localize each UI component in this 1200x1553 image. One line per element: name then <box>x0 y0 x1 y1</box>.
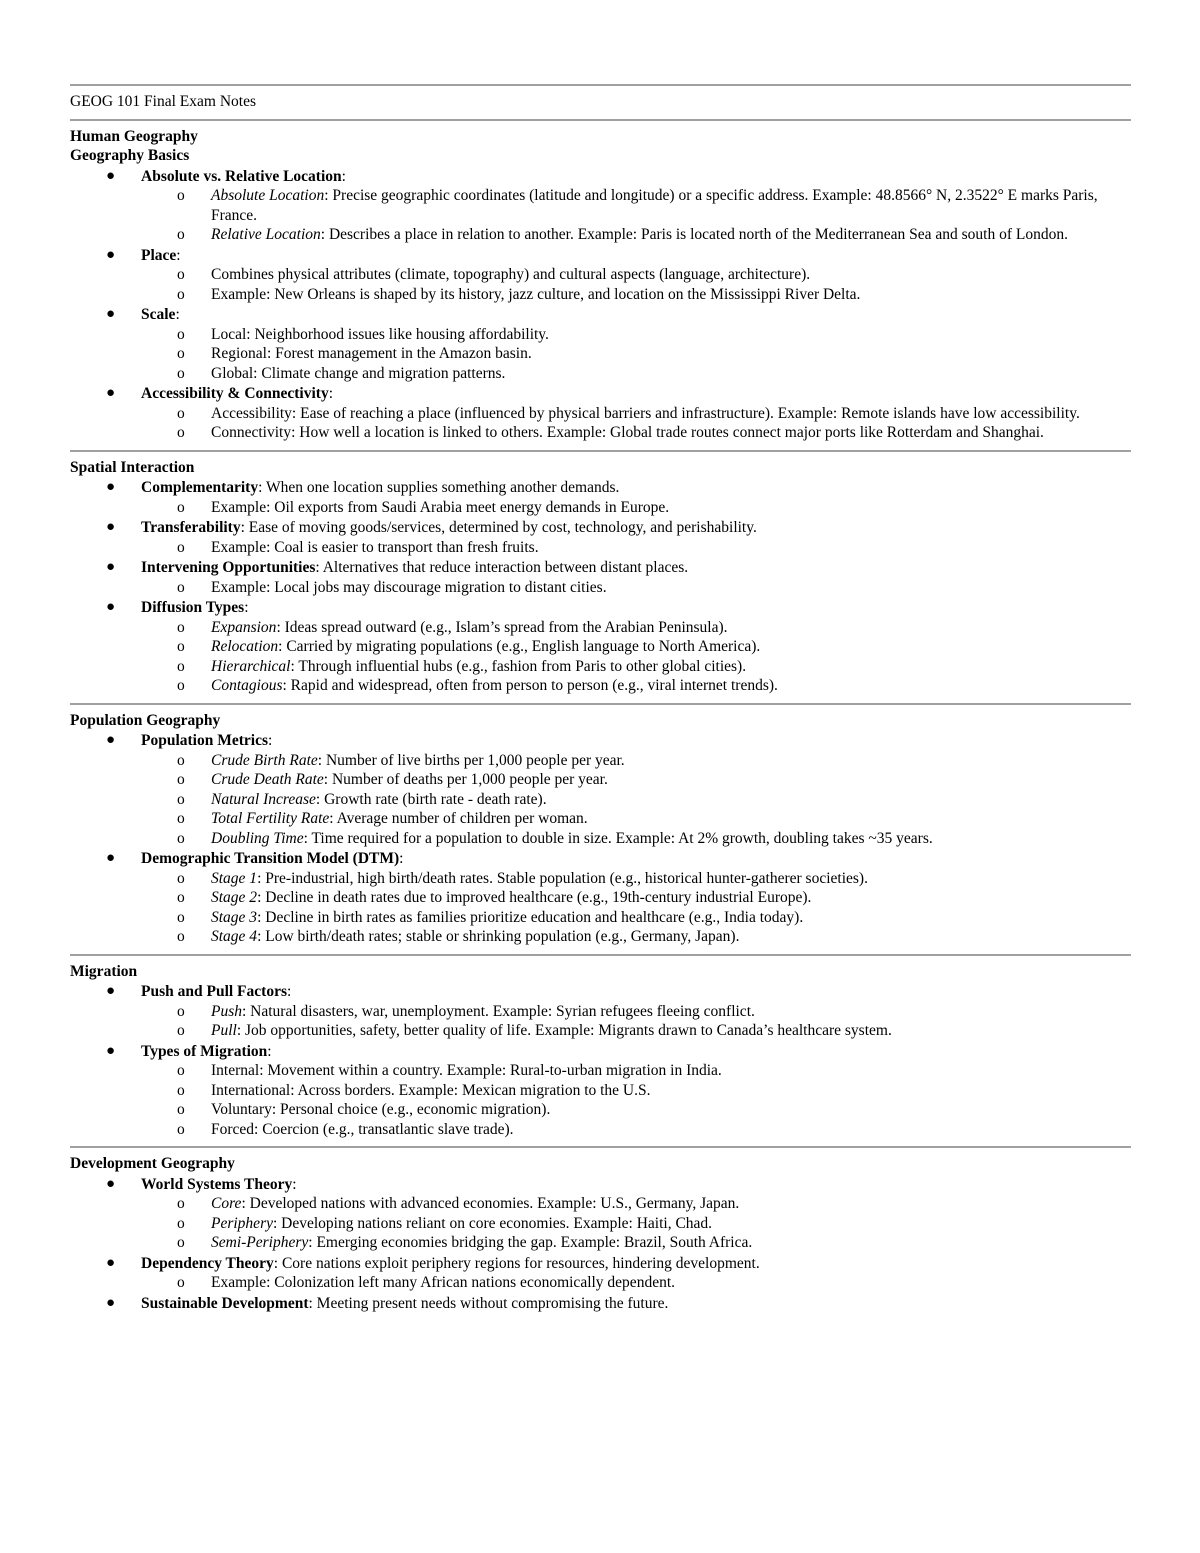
list-item <box>70 1042 1131 1140</box>
hollow-bullet-icon: o <box>177 1120 185 1138</box>
item-term: World Systems Theory <box>141 1175 293 1193</box>
sub-item-text: : Rapid and widespread, often from person to person (e.g., viral internet trends). <box>282 677 778 694</box>
list-item <box>70 518 1131 557</box>
sub-item-text: Combines physical attributes (climate, topography) and cultural aspects (language, architecture). <box>211 266 811 283</box>
sub-item-text: Regional: Forest management in the Amazon basin. <box>211 345 532 362</box>
list-item <box>70 246 1131 305</box>
bullet-icon: ● <box>106 519 116 535</box>
sub-item-term: Relocation <box>211 638 279 655</box>
sub-item-text: Example: Coal is easier to transport than fresh fruits. <box>211 538 539 556</box>
hollow-bullet-icon: o <box>177 578 185 596</box>
sub-list-item <box>141 676 1131 696</box>
list-item <box>70 1175 1131 1253</box>
bullet-list <box>70 167 1131 443</box>
item-description: : Ease of moving goods/services, determined by cost, technology, and perishability. <box>240 519 757 536</box>
section <box>70 1154 1131 1320</box>
sub-item-text: : Number of deaths per 1,000 people per year. <box>323 771 608 788</box>
sub-item-text: : Low birth/death rates; stable or shrinking population (e.g., Germany, Japan). <box>257 928 740 945</box>
bullet-icon: ● <box>106 850 116 866</box>
bullet-icon: ● <box>106 306 116 322</box>
item-term: Diffusion Types <box>141 599 245 616</box>
sub-list-item <box>141 186 1131 225</box>
section-heading: Population Geography <box>70 711 221 729</box>
sub-list-item <box>141 1002 1131 1022</box>
hollow-bullet-icon: o <box>177 1062 185 1079</box>
section-divider <box>70 1146 1131 1148</box>
section <box>70 962 1131 1147</box>
hollow-bullet-icon: o <box>177 266 185 283</box>
item-term: Push and Pull Factors <box>141 983 287 1000</box>
sub-list <box>141 1002 1131 1041</box>
section <box>70 711 1131 954</box>
hollow-bullet-icon: o <box>177 1002 185 1020</box>
hollow-bullet-icon: o <box>177 908 185 926</box>
divider <box>70 84 1131 86</box>
sub-list-item <box>141 869 1131 889</box>
hollow-bullet-icon: o <box>177 771 185 788</box>
sub-list <box>141 265 1131 304</box>
sub-list-item <box>141 498 1131 518</box>
bullet-icon: ● <box>106 1294 116 1311</box>
bullet-icon: ● <box>106 1175 116 1192</box>
item-description: : <box>175 306 180 323</box>
sections-container <box>70 119 1131 1321</box>
sub-item-text: : Average number of children per woman. <box>329 810 588 827</box>
sub-item-text: : Emerging economies bridging the gap. Example: Brazil, South Africa. <box>308 1234 753 1251</box>
sub-list <box>141 1061 1131 1139</box>
sub-list <box>141 538 1131 558</box>
item-description: : Alternatives that reduce interaction between distant places. <box>315 559 689 576</box>
sub-item-term: Expansion <box>211 618 277 636</box>
hollow-bullet-icon: o <box>177 677 185 694</box>
item-description: : <box>341 167 346 185</box>
item-description: : <box>268 732 273 749</box>
section-heading: Development Geography <box>70 1155 235 1172</box>
hollow-bullet-icon: o <box>177 498 185 516</box>
sub-item-text: : Time required for a population to double in size. Example: At 2% growth, doubling takes ~35 years. <box>303 829 933 847</box>
sub-item-term: Natural Increase <box>211 790 316 808</box>
sub-item-text: Example: Oil exports from Saudi Arabia meet energy demands in Europe. <box>211 498 670 516</box>
hollow-bullet-icon: o <box>177 1101 185 1118</box>
sub-list-item <box>141 1120 1131 1140</box>
item-term: Dependency Theory <box>141 1254 274 1272</box>
sub-list <box>141 618 1131 696</box>
item-description: : <box>399 850 404 867</box>
hollow-bullet-icon: o <box>177 226 185 243</box>
bullet-list <box>70 478 1131 696</box>
bullet-icon: ● <box>106 246 116 263</box>
list-item <box>70 982 1131 1041</box>
sub-list-item <box>141 888 1131 908</box>
sub-list-item <box>141 809 1131 829</box>
bullet-icon: ● <box>106 385 116 401</box>
list-item <box>70 305 1131 383</box>
sub-item-term: Crude Birth Rate <box>211 751 318 769</box>
sub-item-text: Voluntary: Personal choice (e.g., economic migration). <box>211 1101 551 1118</box>
item-term: Types of Migration <box>141 1042 268 1060</box>
sub-list <box>141 1273 1131 1293</box>
sub-list-item <box>141 790 1131 810</box>
sub-list-item <box>141 657 1131 677</box>
hollow-bullet-icon: o <box>177 928 185 945</box>
section-heading: Migration <box>70 962 138 980</box>
item-term: Place <box>141 246 177 264</box>
sub-list-item <box>141 423 1131 443</box>
sub-list-item <box>141 325 1131 345</box>
hollow-bullet-icon: o <box>177 325 185 343</box>
bullet-icon: ● <box>106 983 116 999</box>
sub-list-item <box>141 225 1131 245</box>
sub-list-item <box>141 1273 1131 1293</box>
sub-list <box>141 498 1131 518</box>
sub-item-text: International: Across borders. Example: Mexican migration to the U.S. <box>211 1081 651 1099</box>
hollow-bullet-icon: o <box>177 638 185 655</box>
sub-list <box>141 578 1131 598</box>
sub-item-term: Push <box>211 1002 242 1020</box>
list-item <box>70 558 1131 597</box>
section-divider <box>70 954 1131 956</box>
hollow-bullet-icon: o <box>177 889 185 906</box>
item-term: Demographic Transition Model (DTM) <box>141 850 400 867</box>
section-heading: Human Geography <box>70 127 198 145</box>
bullet-icon: ● <box>106 167 116 184</box>
sub-list-item <box>141 1021 1131 1041</box>
list-item <box>70 731 1131 848</box>
item-description: : <box>244 599 249 616</box>
section-heading: Geography Basics <box>70 147 190 164</box>
sub-list-item <box>141 285 1131 305</box>
item-term: Intervening Opportunities <box>141 559 316 576</box>
section-divider <box>70 119 1131 121</box>
item-description: : <box>286 983 292 1000</box>
section-divider <box>70 450 1131 452</box>
section-divider <box>70 703 1131 705</box>
sub-list-item <box>141 265 1131 285</box>
item-term: Scale <box>141 306 176 323</box>
sub-list-item <box>141 637 1131 657</box>
sub-item-term: Stage 4 <box>211 928 258 945</box>
item-description: : <box>292 1175 297 1193</box>
sub-list-item <box>141 618 1131 638</box>
item-term: Population Metrics <box>141 732 268 749</box>
sub-list-item <box>141 1214 1131 1234</box>
sub-item-term: Total Fertility Rate <box>211 810 330 827</box>
sub-list-item <box>141 1061 1131 1081</box>
bullet-list <box>70 982 1131 1139</box>
hollow-bullet-icon: o <box>177 1081 185 1099</box>
hollow-bullet-icon: o <box>177 345 185 362</box>
sub-item-term: Periphery <box>211 1214 273 1232</box>
hollow-bullet-icon: o <box>177 364 185 382</box>
sub-list-item <box>141 908 1131 928</box>
hollow-bullet-icon: o <box>177 1234 185 1251</box>
sub-list <box>141 751 1131 849</box>
sub-item-text: : Growth rate (birth rate - death rate). <box>315 790 547 808</box>
sub-list-item <box>141 344 1131 364</box>
hollow-bullet-icon: o <box>177 1274 185 1291</box>
bullet-icon: ● <box>106 559 116 575</box>
sub-item-text: : Natural disasters, war, unemployment. Example: Syrian refugees fleeing conflict. <box>242 1002 755 1020</box>
sub-item-text: : Developing nations reliant on core economies. Example: Haiti, Chad. <box>272 1214 713 1232</box>
sub-item-term: Relative Location <box>211 226 321 243</box>
hollow-bullet-icon: o <box>177 285 185 303</box>
bullet-list <box>70 731 1131 947</box>
sub-list-item <box>141 538 1131 558</box>
sub-item-text: Connectivity: How well a location is linked to others. Example: Global trade routes connect major ports like Rotterdam and Shanghai. <box>211 424 1044 441</box>
hollow-bullet-icon: o <box>177 829 185 847</box>
item-description: : <box>267 1042 272 1060</box>
sub-item-text: Forced: Coercion (e.g., transatlantic slave trade). <box>211 1120 514 1138</box>
bullet-icon: ● <box>106 1254 116 1271</box>
sub-item-text: Example: Local jobs may discourage migration to distant cities. <box>211 578 607 596</box>
hollow-bullet-icon: o <box>177 538 185 556</box>
hollow-bullet-icon: o <box>177 790 185 808</box>
sub-list-item <box>141 364 1131 384</box>
item-description: : Meeting present needs without compromising the future. <box>308 1294 669 1312</box>
sub-list-item <box>141 829 1131 849</box>
item-description: : Core nations exploit periphery regions for resources, hindering development. <box>273 1254 760 1272</box>
document-title: GEOG 101 Final Exam Notes <box>70 93 256 110</box>
sub-list-item <box>141 751 1131 771</box>
list-item <box>70 849 1131 947</box>
hollow-bullet-icon: o <box>177 810 185 827</box>
sub-list <box>141 325 1131 384</box>
hollow-bullet-icon: o <box>177 869 185 887</box>
sub-item-term: Semi-Periphery <box>211 1234 309 1251</box>
sub-item-term: Crude Death Rate <box>211 771 324 788</box>
sub-list-item <box>141 770 1131 790</box>
bullet-list <box>70 1175 1131 1314</box>
sub-item-term: Absolute Location <box>211 187 325 204</box>
sub-list-item <box>141 927 1131 947</box>
sub-item-text: Global: Climate change and migration patterns. <box>211 364 506 382</box>
sub-list-item <box>141 578 1131 598</box>
sub-item-text: : Job opportunities, safety, better quality of life. Example: Migrants drawn to Canada’s healthcare system. <box>236 1022 892 1039</box>
sub-list-item <box>141 404 1131 424</box>
sub-list <box>141 186 1131 245</box>
item-description: : When one location supplies something another demands. <box>258 479 620 496</box>
sub-item-text: : Pre-industrial, high birth/death rates. Stable population (e.g., historical hunter-gatherer societies). <box>257 869 868 887</box>
list-item <box>70 1294 1131 1314</box>
list-item <box>70 598 1131 696</box>
bullet-icon: ● <box>106 732 116 748</box>
hollow-bullet-icon: o <box>177 1214 185 1232</box>
hollow-bullet-icon: o <box>177 618 185 636</box>
section <box>70 458 1131 703</box>
sub-item-term: Pull <box>211 1022 237 1039</box>
sub-list-item <box>141 1194 1131 1214</box>
hollow-bullet-icon: o <box>177 657 185 675</box>
bullet-icon: ● <box>106 479 116 495</box>
sub-item-text: : Number of live births per 1,000 people per year. <box>317 751 625 769</box>
item-term: Transferability <box>141 519 241 536</box>
item-description: : <box>328 385 334 402</box>
list-item <box>70 1254 1131 1293</box>
item-term: Absolute vs. Relative Location <box>141 167 342 185</box>
sub-list <box>141 404 1131 443</box>
sub-item-text: Example: New Orleans is shaped by its history, jazz culture, and location on the Mississippi River Delta. <box>211 285 861 303</box>
document-page <box>70 84 1131 1320</box>
sub-item-term: Doubling Time <box>211 829 304 847</box>
list-item <box>70 384 1131 443</box>
sub-item-term: Stage 2 <box>211 889 258 906</box>
hollow-bullet-icon: o <box>177 1195 185 1212</box>
sub-item-text: Local: Neighborhood issues like housing affordability. <box>211 325 549 343</box>
hollow-bullet-icon: o <box>177 1022 185 1039</box>
sub-item-text: : Decline in death rates due to improved healthcare (e.g., 19th-century industrial Europe). <box>257 889 812 906</box>
sub-item-text: : Carried by migrating populations (e.g., English language to North America). <box>278 638 761 655</box>
sub-item-term: Stage 3 <box>211 908 258 926</box>
sub-item-term: Contagious <box>211 677 283 694</box>
item-term: Sustainable Development <box>141 1294 309 1312</box>
sub-item-text: : Decline in birth rates as families prioritize education and healthcare (e.g., India today). <box>257 908 804 926</box>
hollow-bullet-icon: o <box>177 751 185 769</box>
item-description: : <box>176 246 181 264</box>
sub-item-term: Core <box>211 1195 242 1212</box>
sub-item-term: Stage 1 <box>211 869 258 887</box>
sub-item-text: : Ideas spread outward (e.g., Islam’s spread from the Arabian Peninsula). <box>276 618 728 636</box>
sub-item-term: Hierarchical <box>211 657 291 675</box>
sub-item-text: Accessibility: Ease of reaching a place (influenced by physical barriers and infrastructure). Example: Remote islands have low accessibility. <box>211 404 1080 422</box>
sub-item-text: Internal: Movement within a country. Example: Rural-to-urban migration in India. <box>211 1062 722 1079</box>
item-term: Complementarity <box>141 479 259 496</box>
sub-item-text: : Describes a place in relation to another. Example: Paris is located north of the Mediterranean Sea and south of London. <box>320 226 1068 243</box>
sub-list <box>141 1194 1131 1253</box>
sub-item-text: : Developed nations with advanced economies. Example: U.S., Germany, Japan. <box>241 1195 740 1212</box>
section <box>70 127 1131 450</box>
hollow-bullet-icon: o <box>177 424 185 441</box>
bullet-icon: ● <box>106 1042 116 1059</box>
list-item <box>70 167 1131 245</box>
sub-item-text: : Precise geographic coordinates (latitude and longitude) or a specific address. Example: 48.8566° N, 2.3522° E marks Paris, France. <box>211 187 1098 224</box>
hollow-bullet-icon: o <box>177 187 185 204</box>
sub-list <box>141 869 1131 947</box>
hollow-bullet-icon: o <box>177 404 185 422</box>
sub-list-item <box>141 1233 1131 1253</box>
list-item <box>70 478 1131 517</box>
section-heading: Spatial Interaction <box>70 458 195 476</box>
sub-list-item <box>141 1100 1131 1120</box>
sub-item-text: Example: Colonization left many African nations economically dependent. <box>211 1274 676 1291</box>
item-term: Accessibility & Connectivity <box>141 385 329 402</box>
bullet-icon: ● <box>106 599 116 615</box>
sub-list-item <box>141 1081 1131 1101</box>
sub-item-text: : Through influential hubs (e.g., fashion from Paris to other global cities). <box>290 657 747 675</box>
